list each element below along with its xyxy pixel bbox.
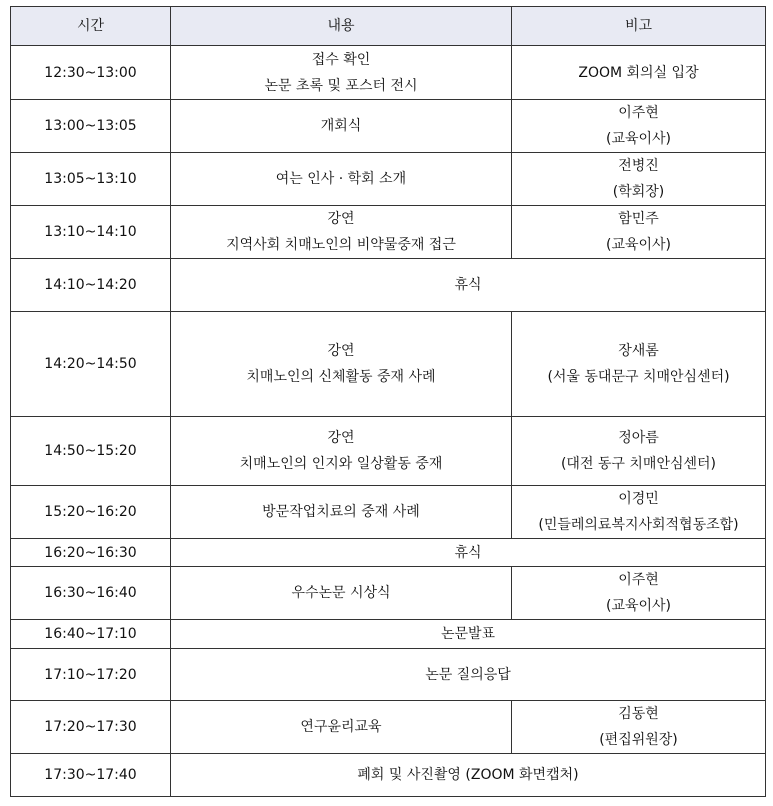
- header-content: 내용: [171, 7, 512, 46]
- time-cell: 12:30~13:00: [11, 46, 171, 100]
- note-line: (학회장): [612, 184, 665, 200]
- merged-line: 휴식: [454, 277, 482, 293]
- table-row: [11, 701, 766, 754]
- note-line: 장새롬: [618, 343, 659, 359]
- note-cell: [512, 206, 766, 259]
- note-line: 전병진: [618, 158, 659, 174]
- content-cell: [171, 100, 512, 153]
- time-cell: 13:00~13:05: [11, 100, 171, 153]
- content-line: 개회식: [320, 118, 362, 134]
- note-line: 정아름: [618, 430, 659, 446]
- header-note: 비고: [512, 7, 766, 46]
- table-row: [11, 649, 766, 701]
- content-line: 여는 인사 · 학회 소개: [275, 171, 407, 187]
- time-cell: 13:05~13:10: [11, 153, 171, 206]
- note-line: (교육이사): [605, 598, 672, 614]
- note-line: (교육이사): [605, 131, 672, 147]
- note-line: 이주현: [618, 572, 659, 588]
- note-line: 함민주: [618, 211, 659, 227]
- content-line: 접수 확인: [311, 51, 371, 68]
- header-row: [11, 7, 766, 46]
- content-cell: [171, 567, 512, 620]
- content-cell: [171, 417, 512, 486]
- merged-cell: [171, 620, 766, 649]
- time-cell: 17:20~17:30: [11, 701, 171, 754]
- table-row: [11, 153, 766, 206]
- content-line: 지역사회 치매노인의 비약물중재 접근: [226, 237, 456, 253]
- content-cell: [171, 46, 512, 100]
- content-line: 치매노인의 신체활동 중재 사례: [246, 369, 436, 385]
- table-row: [11, 100, 766, 153]
- time-cell: 15:20~16:20: [11, 486, 171, 539]
- content-line: 치매노인의 인지와 일상활동 중재: [239, 456, 443, 472]
- note-cell: [512, 567, 766, 620]
- table-row: [11, 539, 766, 567]
- time-cell: 17:10~17:20: [11, 649, 171, 701]
- note-cell: [512, 417, 766, 486]
- note-line: (민들레의료복지사회적협동조합): [538, 517, 739, 533]
- note-cell: [512, 701, 766, 754]
- content-line: 우수논문 시상식: [291, 585, 391, 601]
- table-row: [11, 46, 766, 100]
- header-time: 시간: [11, 7, 171, 46]
- table-row: [11, 620, 766, 649]
- content-line: 연구윤리교육: [300, 719, 382, 735]
- content-line: 논문 초록 및 포스터 전시: [264, 77, 418, 94]
- time-cell: 13:10~14:10: [11, 206, 171, 259]
- content-cell: [171, 153, 512, 206]
- merged-line: 폐회 및 사진촬영 (ZOOM 화면캡처): [357, 767, 579, 783]
- note-line: (편집위원장): [599, 732, 678, 748]
- note-cell: [512, 486, 766, 539]
- schedule-body: [11, 46, 766, 797]
- content-line: 강연: [327, 343, 355, 359]
- time-cell: 16:40~17:10: [11, 620, 171, 649]
- note-line: (대전 동구 치매안심센터): [560, 456, 717, 472]
- time-cell: 16:20~16:30: [11, 539, 171, 567]
- note-line: 이경민: [618, 491, 659, 507]
- note-line: (서울 동대문구 치매안심센터): [547, 369, 730, 385]
- content-cell: [171, 312, 512, 417]
- table-row: [11, 417, 766, 486]
- note-cell: [512, 153, 766, 206]
- merged-line: 논문 질의응답: [425, 666, 511, 683]
- time-cell: 14:50~15:20: [11, 417, 171, 486]
- note-cell: [512, 46, 766, 100]
- note-line: 이주현: [618, 105, 659, 121]
- table-row: [11, 754, 766, 797]
- note-line: 김동현: [618, 706, 659, 722]
- table-row: [11, 206, 766, 259]
- note-line: (교육이사): [605, 237, 672, 253]
- merged-line: 휴식: [454, 544, 482, 561]
- table-row: [11, 259, 766, 312]
- time-cell: 17:30~17:40: [11, 754, 171, 797]
- schedule-table: [10, 6, 766, 797]
- table-row: [11, 486, 766, 539]
- content-cell: [171, 486, 512, 539]
- note-cell: [512, 312, 766, 417]
- time-cell: 14:10~14:20: [11, 259, 171, 312]
- merged-cell: [171, 539, 766, 567]
- merged-cell: [171, 259, 766, 312]
- merged-cell: [171, 754, 766, 797]
- note-cell: [512, 100, 766, 153]
- merged-line: 논문발표: [440, 626, 496, 642]
- content-line: 강연: [327, 211, 355, 227]
- content-cell: [171, 701, 512, 754]
- content-line: 방문작업치료의 중재 사례: [262, 504, 420, 520]
- content-line: 강연: [327, 430, 355, 446]
- table-row: [11, 567, 766, 620]
- time-cell: 14:20~14:50: [11, 312, 171, 417]
- content-cell: [171, 206, 512, 259]
- time-cell: 16:30~16:40: [11, 567, 171, 620]
- note-line: ZOOM 회의실 입장: [578, 64, 699, 81]
- table-row: [11, 312, 766, 417]
- merged-cell: [171, 649, 766, 701]
